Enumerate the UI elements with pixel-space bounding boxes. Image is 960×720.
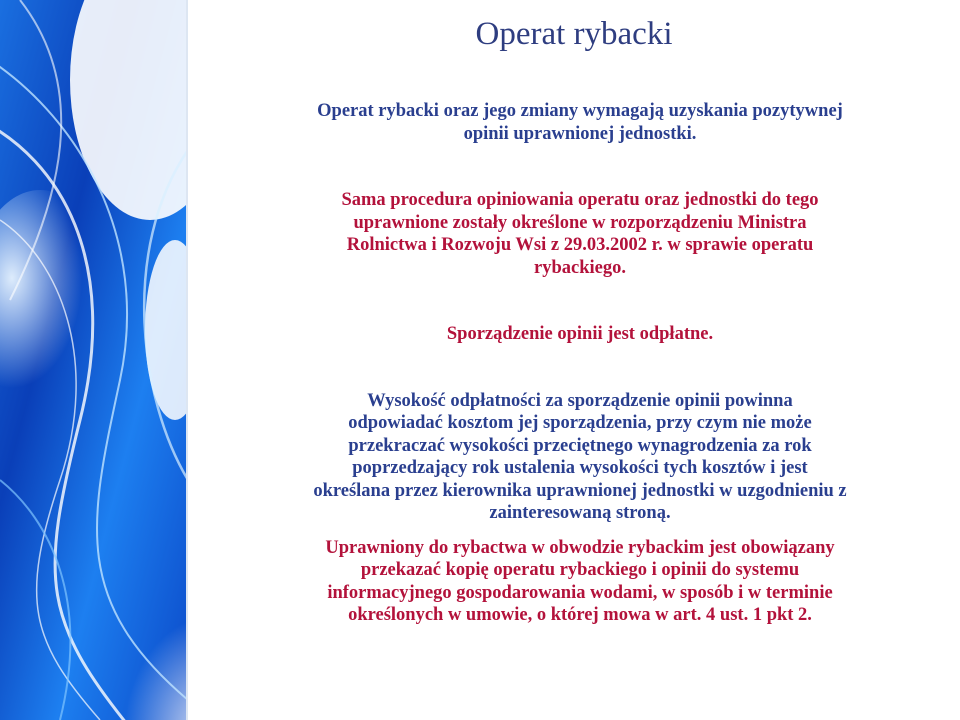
paragraph-copy-submission: Uprawniony do rybactwa w obwodzie rybackim jest obowiązany przekazać kopię operatu rybackiego i opinii do systemu informacyjnego gospodarowania wodami, w sposób i w terminie określonych w umowie, o której mowa w art. 4 ust. 1 pkt 2. bbox=[325, 537, 835, 625]
slide-body bbox=[210, 100, 950, 627]
paragraph-opinion-required: Operat rybacki oraz jego zmiany wymagają uzyskania pozytywnej opinii uprawnionej jednostki. bbox=[317, 101, 843, 144]
decorative-blue-swirl-image bbox=[0, 0, 188, 720]
paragraph-fee-amount: Wysokość odpłatności za sporządzenie opinii powinna odpowiadać kosztom jej sporządzenia, przy czym nie może przekraczać wysokości przeciętnego wynagrodzenia za rok poprzedzający rok ustalenia wysokości tych kosztów i jest określana przez kierownika uprawnionej jednostki w uzgodnieniu z zainteresowaną stroną. bbox=[313, 390, 847, 523]
paragraph-procedure-regulation: Sama procedura opiniowania operatu oraz jednostki do tego uprawnione zostały określone w rozporządzeniu Ministra Rolnictwa i Rozwoju Wsi z 29.03.2002 r. w sprawie operatu rybackiego. bbox=[341, 190, 819, 278]
paragraph-paid-opinion: Sporządzenie opinii jest odpłatne. bbox=[446, 324, 714, 344]
slide-title: Operat rybacki bbox=[475, 16, 673, 52]
